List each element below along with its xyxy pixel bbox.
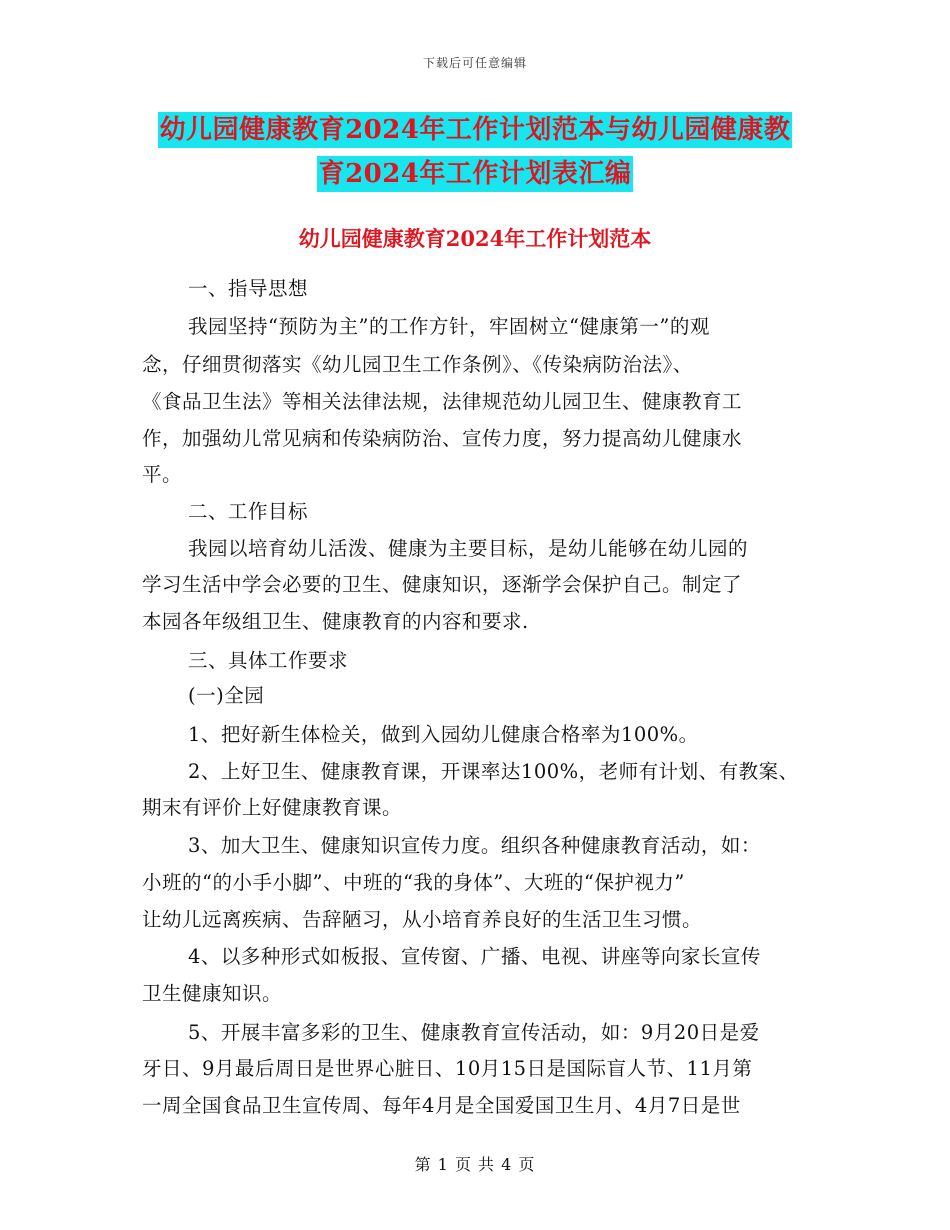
paragraph-line: 《食品卫生法》等相关法律法规，法律规范幼儿园卫生、健康教育工 [142, 390, 743, 413]
list-item-continuation: 一周全国食品卫生宣传周、每年4月是全国爱国卫生月、4月7日是世 [142, 1094, 741, 1117]
list-item-continuation: 卫生健康知识。 [142, 982, 283, 1005]
list-item-continuation: 小班的“的小手小脚”、中班的“我的身体”、大班的“保护视力” [142, 871, 685, 894]
list-item-continuation: 让幼儿远离疾病、告辞陋习，从小培育养良好的生活卫生习惯。 [142, 908, 703, 931]
paragraph-line: 念，仔细贯彻落实《幼儿园卫生工作条例》、《传染病防治法》、 [142, 353, 693, 376]
heading-work-goals: 二、工作目标 [188, 500, 309, 523]
list-item: 2、上好卫生、健康教育课，开课率达100%，老师有计划、有教案、 [188, 760, 799, 783]
document-title-line-1: 幼儿园健康教育2024年工作计划范本与幼儿园健康教 [158, 112, 793, 148]
list-item: 5、开展丰富多彩的卫生、健康教育宣传活动，如：9月20日是爱 [188, 1021, 760, 1044]
paragraph-line: 我园以培育幼儿活泼、健康为主要目标，是幼儿能够在幼儿园的 [188, 537, 749, 560]
heading-guiding-ideology: 一、指导思想 [188, 277, 309, 300]
heading-specific-requirements: 三、具体工作要求 [188, 649, 349, 672]
list-item: 3、加大卫生、健康知识宣传力度。组织各种健康教育活动，如： [188, 834, 761, 857]
paragraph-line: 平。 [142, 463, 183, 486]
list-item-continuation: 牙日、9月最后周日是世界心脏日、10月15日是国际盲人节、11月第 [142, 1057, 753, 1080]
document-title-line-1-wrap [0, 112, 950, 148]
list-item: 4、以多种形式如板报、宣传窗、广播、电视、讲座等向家长宣传 [188, 945, 761, 968]
subheading-whole-kindergarten: (一)全园 [188, 684, 265, 707]
list-item-continuation: 期末有评价上好健康教育课。 [142, 796, 403, 819]
page-number-footer: 第 1 页 共 4 页 [414, 1155, 536, 1174]
page-header-note: 下载后可任意编辑 [422, 56, 527, 70]
paragraph-line: 作，加强幼儿常见病和传染病防治、宣传力度，努力提高幼儿健康水 [142, 427, 743, 450]
document-title-line-2: 育2024年工作计划表汇编 [317, 156, 634, 192]
paragraph-line: 我园坚持“预防为主”的工作方针，牢固树立“健康第一”的观 [188, 315, 710, 338]
section-title: 幼儿园健康教育2024年工作计划范本 [298, 226, 652, 251]
paragraph-line: 本园各年级组卫生、健康教育的内容和要求. [142, 610, 529, 633]
paragraph-line: 学习生活中学会必要的卫生、健康知识，逐渐学会保护自己。制定了 [142, 573, 743, 596]
list-item: 1、把好新生体检关，做到入园幼儿健康合格率为100%。 [188, 723, 699, 746]
document-title-line-2-wrap [0, 156, 950, 192]
